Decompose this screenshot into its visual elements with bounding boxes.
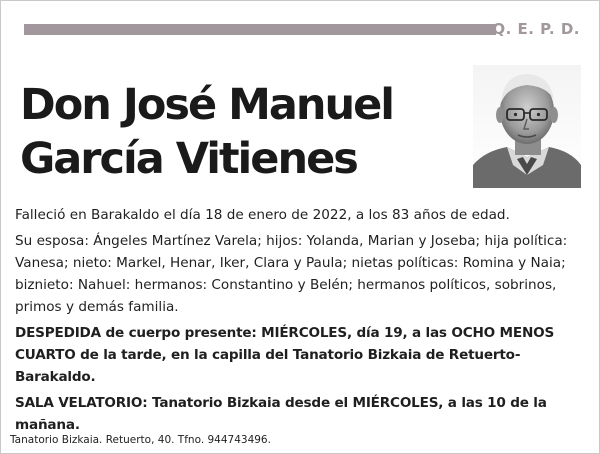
wake-room-notice: SALA VELATORIO: Tanatorio Bizkaia desde el MIÉRCOLES, a las 10 de la mañana.: [15, 395, 547, 433]
footer-address: Tanatorio Bizkaia. Retuerto, 40. Tfno. 944743496.: [10, 434, 271, 446]
farewell-notice: DESPEDIDA de cuerpo presente: MIÉRCOLES, día 19, a las OCHO MENOS CUARTO de la tarde, en la capilla del Tanatorio Bizkaia de Retuerto-Barakaldo.: [15, 325, 555, 385]
header-bar: [24, 24, 496, 35]
family-list: Su esposa: Ángeles Martínez Varela; hijos: Yolanda, Marian y Joseba; hija política: Vanesa; nieto: Markel, Henar, Iker, Clara y Paula; nietas políticas: Romina y Naia; biznieto: Nahuel: hermanos: Constantino y Belén; hermanos políticos, sobrinos, primos y demás familia.: [15, 233, 568, 315]
deceased-name: [20, 78, 393, 186]
obituary-text: [15, 204, 583, 440]
name-line-2: García Vitienes: [20, 134, 357, 184]
qepd-label: Q. E. P. D.: [492, 20, 580, 38]
death-notice: Falleció en Barakaldo el día 18 de enero de 2022, a los 83 años de edad.: [15, 207, 510, 223]
portrait-photo: [473, 65, 581, 188]
name-line-1: Don José Manuel: [20, 80, 394, 130]
portrait-icon: [473, 65, 581, 188]
